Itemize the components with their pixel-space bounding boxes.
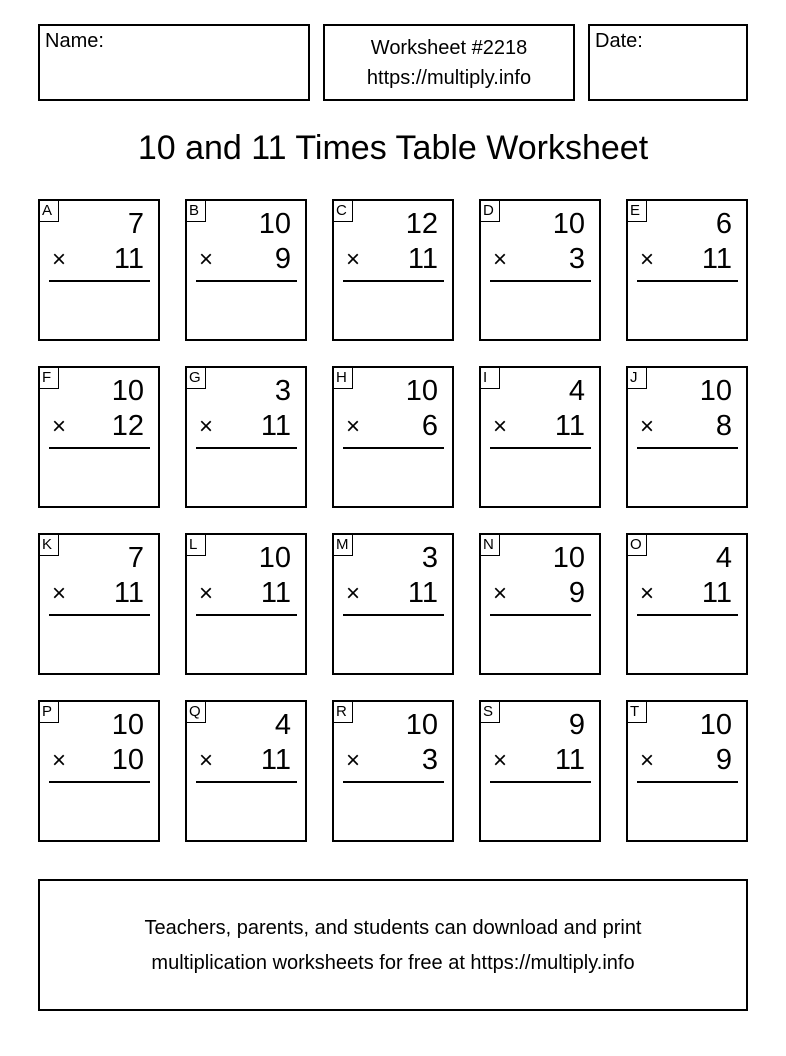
multiplicand: 3 bbox=[274, 375, 291, 407]
times-sign: × bbox=[640, 580, 655, 607]
name-field-box[interactable] bbox=[38, 24, 310, 101]
answer-rule bbox=[343, 447, 444, 449]
worksheet-number: Worksheet #2218 bbox=[370, 37, 528, 59]
problem-letter: D bbox=[480, 200, 500, 222]
times-sign: × bbox=[640, 246, 655, 273]
multiplier: 11 bbox=[407, 577, 438, 609]
times-sign: × bbox=[52, 747, 67, 774]
multiplicand: 12 bbox=[405, 208, 438, 240]
problem-letter: N bbox=[480, 534, 500, 556]
problem-letter: P bbox=[39, 701, 59, 723]
footer-box bbox=[38, 879, 748, 1011]
multiplicand: 7 bbox=[127, 208, 144, 240]
problem-card-e[interactable] bbox=[626, 199, 748, 341]
answer-rule bbox=[637, 614, 738, 616]
multiplier: 12 bbox=[111, 410, 144, 442]
multiplicand: 10 bbox=[405, 709, 438, 741]
multiplier: 11 bbox=[260, 577, 291, 609]
name-label: Name: bbox=[45, 30, 104, 52]
multiplier: 11 bbox=[701, 243, 732, 275]
multiplicand: 10 bbox=[258, 542, 291, 574]
problem-letter: T bbox=[627, 701, 647, 723]
problem-letter: G bbox=[186, 367, 206, 389]
multiplier: 3 bbox=[421, 744, 438, 776]
times-sign: × bbox=[52, 413, 67, 440]
multiplicand: 10 bbox=[111, 375, 144, 407]
multiplicand: 10 bbox=[405, 375, 438, 407]
multiplier: 3 bbox=[568, 243, 585, 275]
answer-rule bbox=[49, 781, 150, 783]
multiplier: 11 bbox=[407, 243, 438, 275]
answer-rule bbox=[196, 280, 297, 282]
multiplier: 11 bbox=[701, 577, 732, 609]
times-sign: × bbox=[52, 580, 67, 607]
date-field-box[interactable] bbox=[588, 24, 748, 101]
multiplicand: 9 bbox=[568, 709, 585, 741]
multiplier: 9 bbox=[274, 243, 291, 275]
answer-rule bbox=[490, 614, 591, 616]
multiplier: 9 bbox=[715, 744, 732, 776]
times-sign: × bbox=[346, 413, 361, 440]
footer-line-1: Teachers, parents, and students can download and print bbox=[144, 917, 642, 939]
multiplier: 11 bbox=[113, 243, 144, 275]
answer-rule bbox=[637, 280, 738, 282]
times-sign: × bbox=[52, 246, 67, 273]
multiplier: 10 bbox=[111, 744, 144, 776]
multiplicand: 10 bbox=[699, 375, 732, 407]
times-sign: × bbox=[640, 747, 655, 774]
problem-card-f[interactable] bbox=[38, 366, 160, 508]
multiplicand: 4 bbox=[715, 542, 732, 574]
problem-letter: A bbox=[39, 200, 59, 222]
problem-letter: O bbox=[627, 534, 647, 556]
worksheet-info-box bbox=[323, 24, 575, 101]
problem-card-o[interactable] bbox=[626, 533, 748, 675]
times-sign: × bbox=[493, 246, 508, 273]
problem-letter: R bbox=[333, 701, 353, 723]
multiplier: 11 bbox=[260, 744, 291, 776]
answer-rule bbox=[490, 447, 591, 449]
problem-letter: M bbox=[333, 534, 353, 556]
worksheet-url[interactable]: https://multiply.info bbox=[366, 67, 532, 89]
problem-letter: E bbox=[627, 200, 647, 222]
multiplicand: 10 bbox=[552, 542, 585, 574]
multiplier: 11 bbox=[554, 744, 585, 776]
multiplier: 9 bbox=[568, 577, 585, 609]
problem-card-m[interactable] bbox=[332, 533, 454, 675]
footer-line-2: multiplication worksheets for free at https://multiply.info bbox=[151, 952, 635, 974]
multiplicand: 10 bbox=[111, 709, 144, 741]
problem-letter: F bbox=[39, 367, 59, 389]
problem-letter: B bbox=[186, 200, 206, 222]
times-sign: × bbox=[199, 413, 214, 440]
multiplier: 11 bbox=[260, 410, 291, 442]
problem-card-g[interactable] bbox=[185, 366, 307, 508]
times-sign: × bbox=[346, 580, 361, 607]
problem-letter: L bbox=[186, 534, 206, 556]
problem-card-d[interactable] bbox=[479, 199, 601, 341]
problem-letter: C bbox=[333, 200, 353, 222]
answer-rule bbox=[196, 447, 297, 449]
times-sign: × bbox=[493, 413, 508, 440]
problem-card-j[interactable] bbox=[626, 366, 748, 508]
page-title: 10 and 11 Times Table Worksheet bbox=[137, 129, 649, 167]
answer-rule bbox=[490, 781, 591, 783]
multiplicand: 10 bbox=[552, 208, 585, 240]
times-sign: × bbox=[199, 246, 214, 273]
answer-rule bbox=[343, 781, 444, 783]
problem-letter: S bbox=[480, 701, 500, 723]
problem-card-l[interactable] bbox=[185, 533, 307, 675]
problem-card-b[interactable] bbox=[185, 199, 307, 341]
multiplicand: 7 bbox=[127, 542, 144, 574]
answer-rule bbox=[637, 447, 738, 449]
multiplicand: 10 bbox=[258, 208, 291, 240]
multiplier: 8 bbox=[715, 410, 732, 442]
times-sign: × bbox=[199, 747, 214, 774]
problem-letter: J bbox=[627, 367, 647, 389]
answer-rule bbox=[637, 781, 738, 783]
times-sign: × bbox=[493, 580, 508, 607]
multiplier: 6 bbox=[421, 410, 438, 442]
problem-card-k[interactable] bbox=[38, 533, 160, 675]
problem-card-q[interactable] bbox=[185, 700, 307, 842]
answer-rule bbox=[343, 614, 444, 616]
multiplicand: 4 bbox=[568, 375, 585, 407]
answer-rule bbox=[49, 280, 150, 282]
problem-card-r[interactable] bbox=[332, 700, 454, 842]
problem-card-a[interactable] bbox=[38, 199, 160, 341]
problem-card-p[interactable] bbox=[38, 700, 160, 842]
times-sign: × bbox=[346, 747, 361, 774]
problem-letter: K bbox=[39, 534, 59, 556]
problem-letter: I bbox=[480, 367, 500, 389]
multiplicand: 6 bbox=[715, 208, 732, 240]
problem-letter: H bbox=[333, 367, 353, 389]
answer-rule bbox=[343, 280, 444, 282]
times-sign: × bbox=[493, 747, 508, 774]
multiplicand: 4 bbox=[274, 709, 291, 741]
problem-card-c[interactable] bbox=[332, 199, 454, 341]
date-label: Date: bbox=[595, 30, 643, 52]
problem-card-s[interactable] bbox=[479, 700, 601, 842]
times-sign: × bbox=[199, 580, 214, 607]
answer-rule bbox=[49, 614, 150, 616]
problem-card-h[interactable] bbox=[332, 366, 454, 508]
times-sign: × bbox=[346, 246, 361, 273]
answer-rule bbox=[490, 280, 591, 282]
multiplicand: 10 bbox=[699, 709, 732, 741]
problem-letter: Q bbox=[186, 701, 206, 723]
problem-card-i[interactable] bbox=[479, 366, 601, 508]
multiplicand: 3 bbox=[421, 542, 438, 574]
multiplier: 11 bbox=[113, 577, 144, 609]
answer-rule bbox=[196, 614, 297, 616]
problem-card-n[interactable] bbox=[479, 533, 601, 675]
answer-rule bbox=[49, 447, 150, 449]
times-sign: × bbox=[640, 413, 655, 440]
problem-card-t[interactable] bbox=[626, 700, 748, 842]
answer-rule bbox=[196, 781, 297, 783]
multiplier: 11 bbox=[554, 410, 585, 442]
